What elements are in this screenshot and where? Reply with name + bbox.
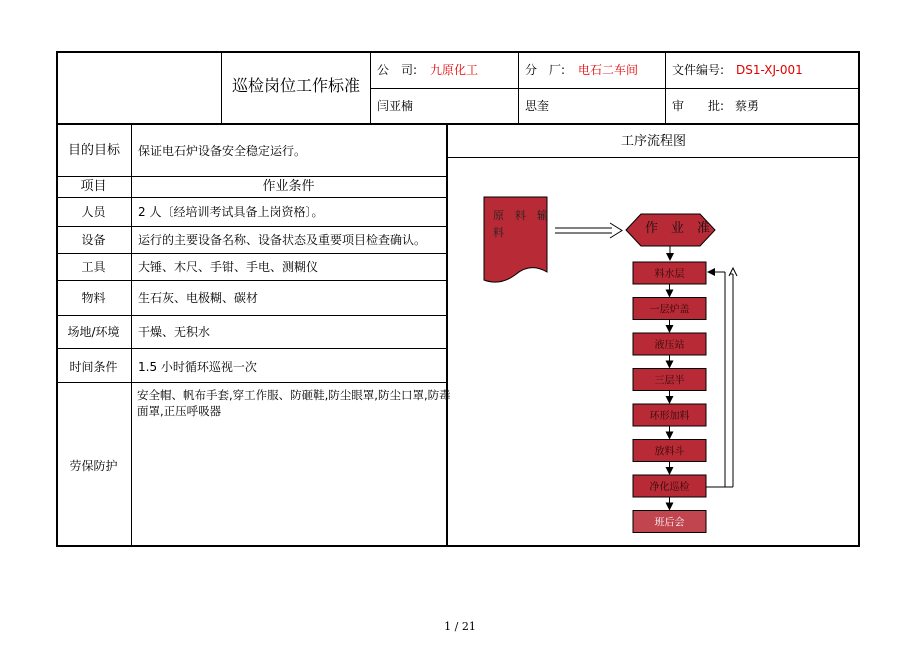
- row-value-personnel: 2 人〔经培训考试具备上岗资格〕。: [138, 205, 324, 219]
- row-value-ppe-line1: 安全帽、帆布手套,穿工作服、防砸鞋,防尘眼罩,防尘口罩,防毒: [137, 388, 451, 402]
- flow-step-label: 一层炉盖: [649, 304, 690, 316]
- row-value-site: 干燥、无积水: [138, 325, 211, 339]
- flow-title: 工序流程图: [620, 134, 686, 149]
- branch-value: 电石二车间: [578, 63, 639, 77]
- doc-shape-label-2: 料: [493, 226, 504, 239]
- flow-step-label: 料水层: [654, 269, 685, 280]
- approver-name: 蔡勇: [735, 99, 760, 113]
- col-header-item: 项目: [80, 179, 107, 194]
- flow-step-label: 班后会: [654, 517, 685, 529]
- docno-label: 文件编号:: [672, 63, 725, 77]
- docno-value: DS1-XJ-001: [736, 63, 803, 77]
- col-header-condition: 作业条件: [262, 179, 315, 194]
- row-value-time: 1.5 小时循环巡视一次: [138, 360, 257, 374]
- row-label-materials: 物料: [81, 291, 106, 305]
- row-label-site: 场地/环境: [67, 325, 120, 339]
- flow-step-label: 放料斗: [654, 446, 685, 458]
- flow-step-label: 净化巡检: [649, 482, 690, 493]
- start-label: 作 业 准: [645, 221, 711, 236]
- branch-label: 分 厂:: [525, 63, 566, 77]
- flow-step-label: 液压站: [654, 340, 685, 351]
- row-value-equipment: 运行的主要设备名称、设备状态及重要项目检查确认。: [138, 233, 427, 247]
- flow-step-label: 三层半: [654, 375, 685, 387]
- double-arrow-head: [610, 223, 622, 238]
- row-value-materials: 生石灰、电极糊、碳材: [138, 291, 259, 305]
- page-number: 1 / 21: [444, 620, 476, 633]
- goal-value: 保证电石炉设备安全稳定运行。: [138, 144, 307, 158]
- flow-step-label: 环形加料: [649, 411, 690, 422]
- row-label-ppe: 劳保防护: [69, 459, 118, 473]
- approve-label: 审 批:: [672, 99, 725, 113]
- row-value-ppe-line2: 面罩,正压呼吸器: [137, 404, 222, 418]
- reviewer-name: 思奎: [525, 99, 550, 113]
- row-label-equipment: 设备: [81, 233, 106, 247]
- doc-title: 巡检岗位工作标准: [232, 76, 361, 95]
- row-label-personnel: 人员: [81, 205, 106, 219]
- doc-shape-label: 原 料 输: [493, 209, 548, 222]
- company-value: 九原化工: [430, 63, 479, 77]
- company-label: 公 司:: [377, 63, 418, 77]
- row-label-tools: 工具: [81, 260, 106, 274]
- author-name: 闫亚楠: [377, 99, 414, 113]
- row-value-tools: 大锤、木尺、手钳、手电、测糊仪: [138, 260, 319, 274]
- row-label-time: 时间条件: [69, 360, 118, 374]
- goal-label: 目的目标: [68, 143, 121, 158]
